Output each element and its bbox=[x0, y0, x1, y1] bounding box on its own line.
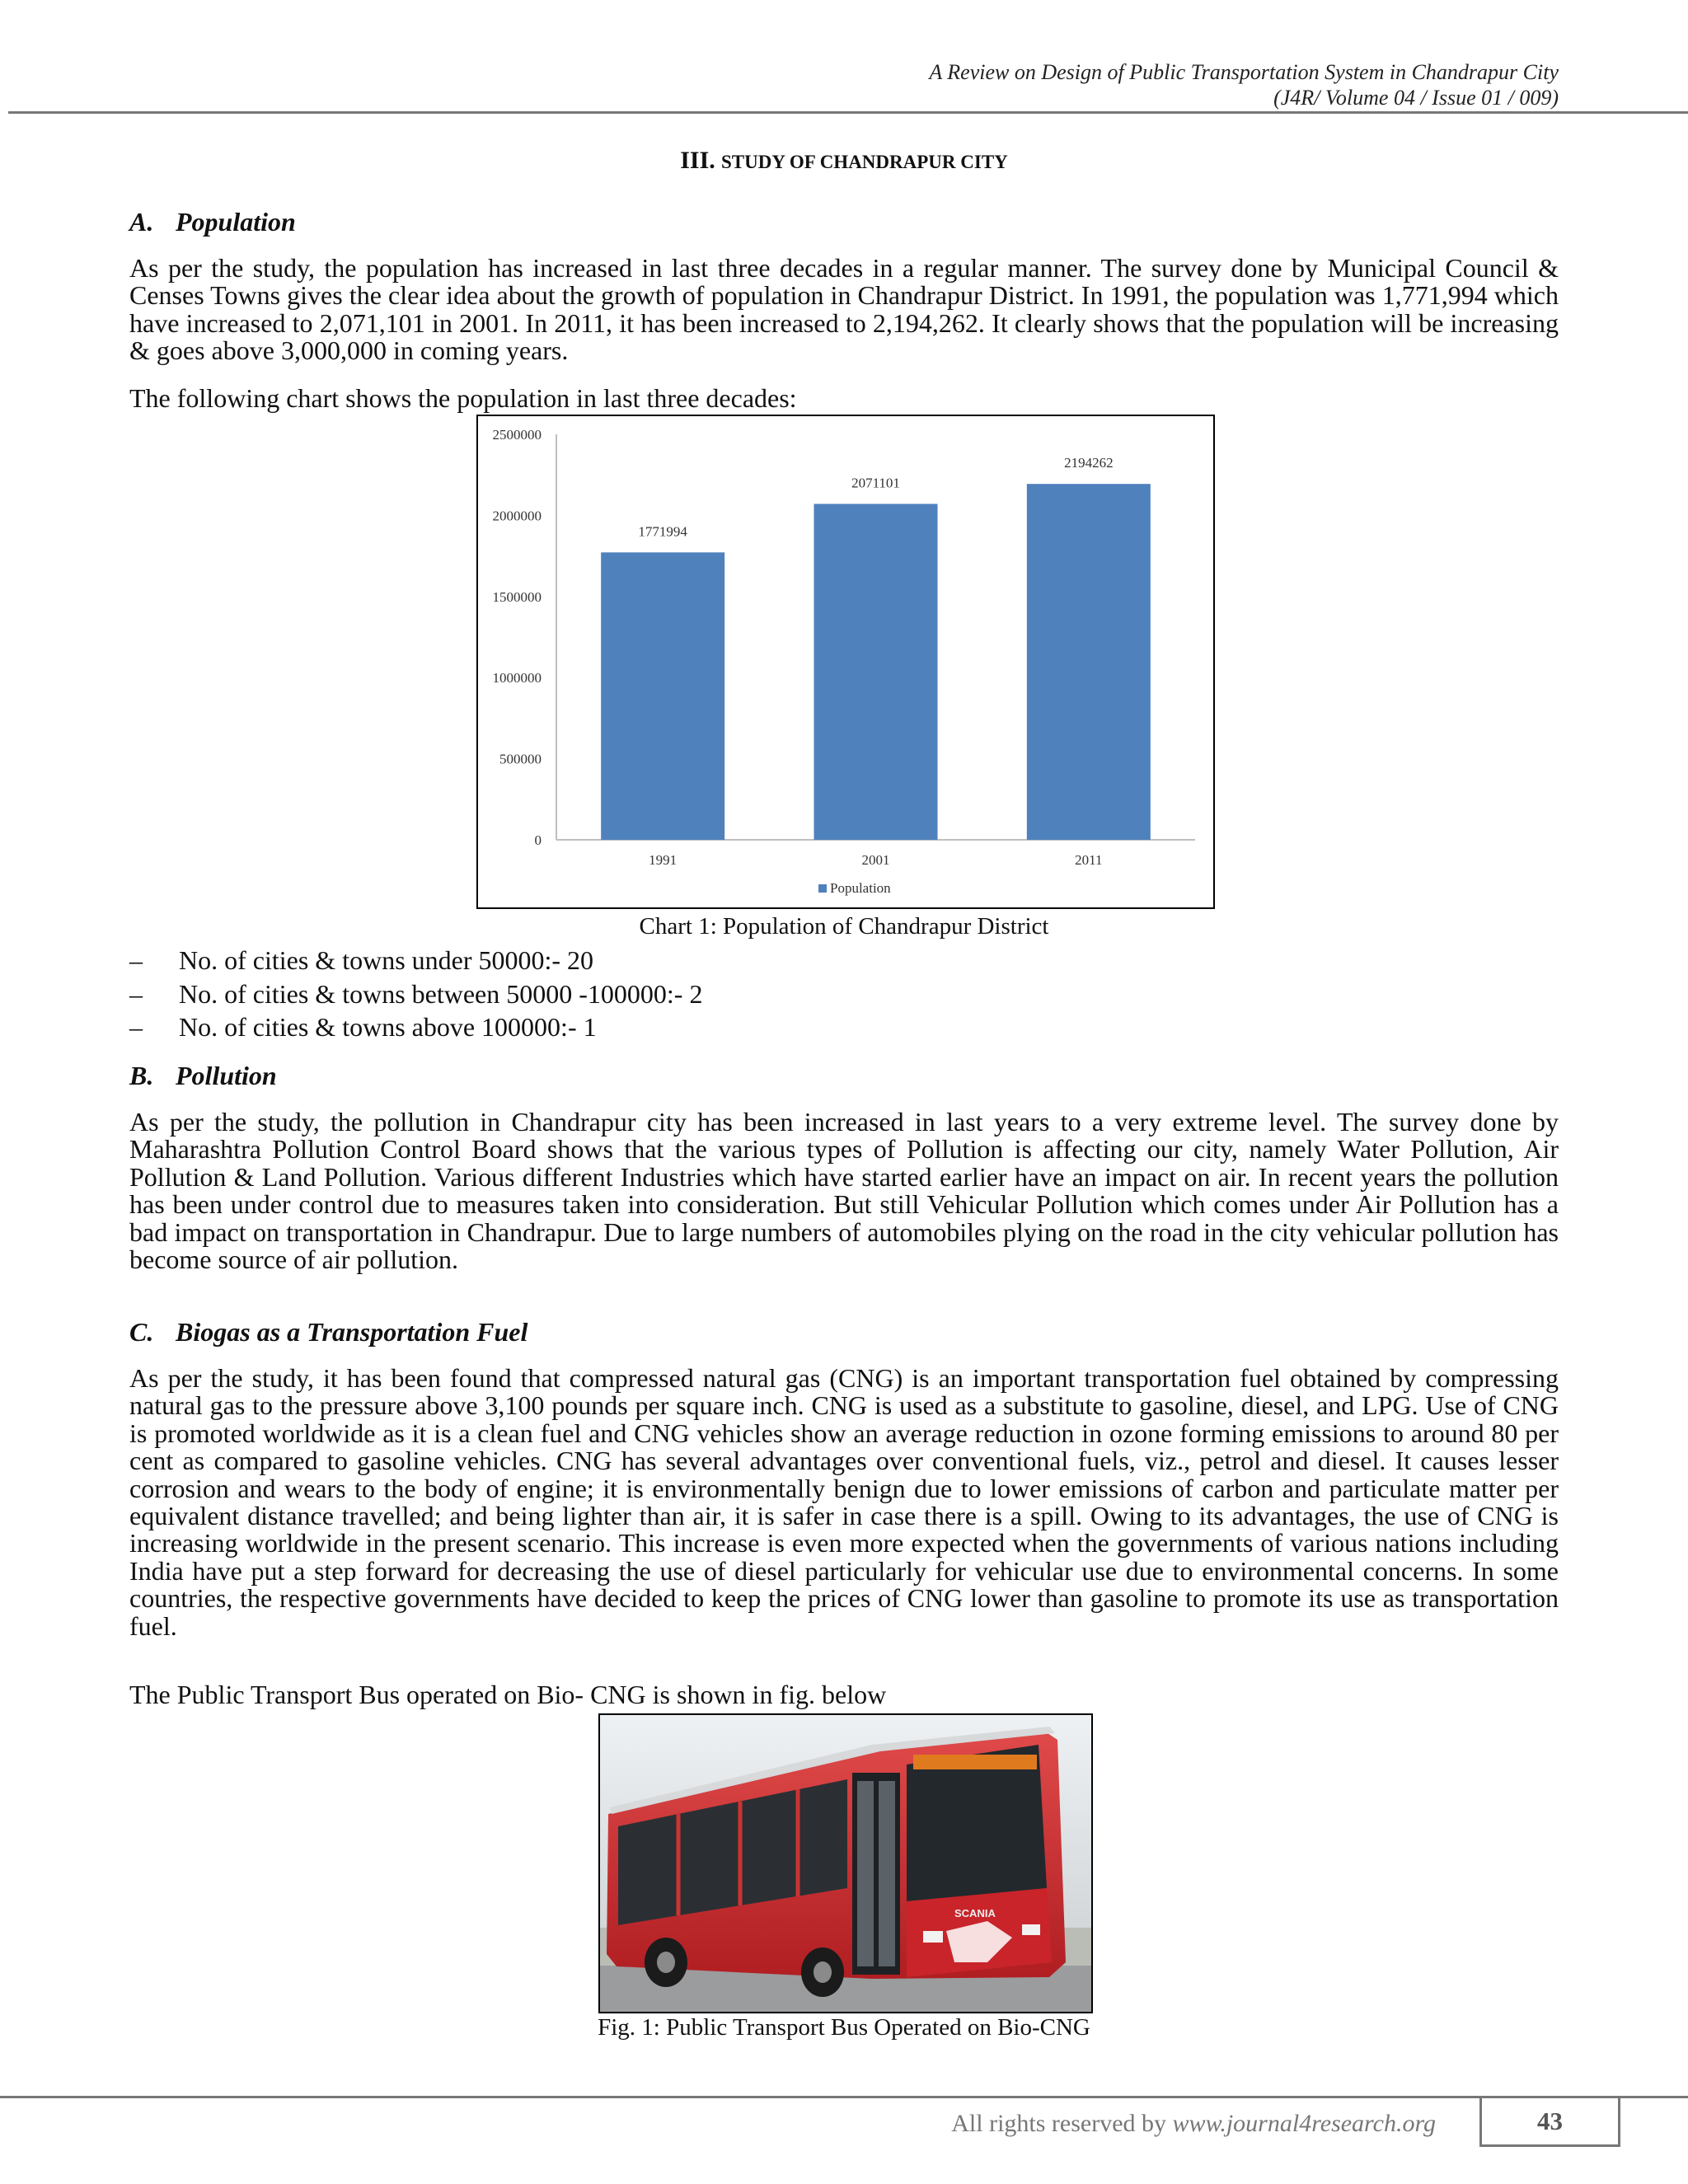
rights-text: All rights reserved by bbox=[951, 2110, 1167, 2137]
biogas-paragraph: As per the study, it has been found that compressed natural gas (CNG) is an important transportation fuel obtained by compressing natural gas to the pressure above 3,100 pounds per square inch. CNG is used as a substitute to gasoline, diesel, and LPG. Use of CNG is promoted worldwide as it is a clean fuel and CNG vehicles show an average reduction in ozone forming emissions to around 80 per cent as compared to gasoline vehicles. CNG has several advantages over conventional fuels, viz., petrol and diesel. It causes lesser corrosion and wears to the body of engine; it is environmentally benign due to lower emissions of carbon and particulate matter per equivalent distance travelled; and being lighter than air, it is safer in case there is a spill. Owing to its advantages, the use of CNG is increasing worldwide in the present scenario. This increase is even more expected when the governments of various nations including India have put a step forward for decreasing the use of diesel particularly for vehicular use due to environmental concerns. In some countries, the respective governments have decided to keep the prices of CNG lower than gasoline to promote its use as transportation fuel. bbox=[129, 1363, 1559, 1641]
list-item: – No. of cities & towns under 50000:- 20 bbox=[129, 945, 594, 975]
data-label: 1771994 bbox=[638, 523, 687, 540]
list-item-text: No. of cities & towns under 50000:- 20 bbox=[179, 945, 594, 975]
data-label: 2071101 bbox=[851, 475, 900, 491]
list-item: – No. of cities & towns above 100000:- 1 bbox=[129, 1012, 597, 1042]
subsection-title: Pollution bbox=[176, 1061, 277, 1090]
y-tick-label: 1000000 bbox=[492, 670, 542, 687]
bus-illustration bbox=[600, 1715, 1091, 2012]
subsection-title: Population bbox=[176, 207, 296, 237]
bar bbox=[1027, 484, 1151, 840]
bus-photo bbox=[598, 1713, 1093, 2013]
section-number: III. bbox=[680, 147, 715, 174]
running-header bbox=[929, 59, 1559, 110]
population-paragraph: As per the study, the population has increased in last three decades in a regular manner. The survey done by Municipal Council & Censes Towns gives the clear idea about the growth of population in Chandrapur District. In 1991, the population was 1,771,994 which have increased to 2,071,101 in 2001. In 2011, it has been increased to 2,194,262. It clearly shows that the population will be increasing & goes above 3,000,000 in coming years. bbox=[129, 253, 1559, 366]
y-tick-label: 2500000 bbox=[492, 427, 542, 443]
bar bbox=[814, 504, 938, 840]
figure-intro-text: The Public Transport Bus operated on Bio- CNG is shown in fig. below bbox=[129, 1680, 887, 1709]
pollution-paragraph: As per the study, the pollution in Chandrapur city has been increased in last years to a very extreme level. The survey done by Maharashtra Pollution Control Board shows that the various types of Pollution is affecting our city, namely Water Pollution, Air Pollution & Land Pollution. Various different Industries which have started earlier have an impact on air. In recent years the pollution has been under control due to measures taken into consideration. But still Vehicular Pollution which comes under Air Pollution has a bad impact on transportation in Chandrapur. Due to large numbers of automobiles plying on the road in the city vehicular pollution has become source of air pollution. bbox=[129, 1107, 1559, 1275]
subsection-heading-biogas bbox=[129, 1317, 528, 1347]
figure-caption: Fig. 1: Public Transport Bus Operated on Bio-CNG bbox=[598, 2014, 1090, 2041]
chart-intro-text: The following chart shows the population in last three decades: bbox=[129, 383, 797, 413]
list-item: – No. of cities & towns between 50000 -100000:- 2 bbox=[129, 979, 703, 1009]
subsection-heading-population bbox=[129, 207, 296, 237]
y-tick-label: 2000000 bbox=[492, 508, 542, 524]
journal-website-link[interactable]: www.journal4research.org bbox=[1172, 2110, 1436, 2137]
x-tick-label: 2001 bbox=[861, 852, 890, 868]
list-item-text: No. of cities & towns between 50000 -100000:- 2 bbox=[179, 979, 703, 1009]
header-issue: (J4R/ Volume 04 / Issue 01 / 009) bbox=[1273, 86, 1559, 110]
header-title: A Review on Design of Public Transportation System in Chandrapur City bbox=[929, 60, 1559, 84]
subsection-letter: B. bbox=[129, 1061, 154, 1090]
subsection-letter: A. bbox=[129, 207, 154, 237]
list-item-text: No. of cities & towns above 100000:- 1 bbox=[179, 1012, 597, 1042]
subsection-title: Biogas as a Transportation Fuel bbox=[176, 1317, 528, 1347]
legend-swatch bbox=[818, 884, 827, 893]
page-number: 43 bbox=[1479, 2097, 1620, 2147]
footer-rule bbox=[0, 2096, 1688, 2098]
y-tick-label: 0 bbox=[534, 832, 542, 848]
y-tick-label: 500000 bbox=[499, 751, 542, 767]
data-label: 2194262 bbox=[1064, 455, 1114, 471]
header-rule bbox=[8, 111, 1688, 114]
y-tick-label: 1500000 bbox=[492, 588, 542, 605]
population-chart bbox=[476, 415, 1215, 909]
subsection-letter: C. bbox=[129, 1317, 154, 1347]
subsection-heading-pollution bbox=[129, 1061, 277, 1091]
footer-rights bbox=[951, 2110, 1436, 2138]
x-tick-label: 2011 bbox=[1075, 852, 1103, 868]
chart-caption: Chart 1: Population of Chandrapur District bbox=[639, 913, 1049, 940]
section-title: STUDY OF CHANDRAPUR CITY bbox=[721, 152, 1008, 172]
section-heading bbox=[0, 147, 1688, 175]
chart-svg bbox=[478, 416, 1213, 907]
x-tick-label: 1991 bbox=[649, 852, 678, 868]
bar bbox=[601, 552, 724, 840]
legend-label: Population bbox=[830, 880, 891, 896]
svg-text:SCANIA: SCANIA bbox=[954, 1907, 996, 1919]
